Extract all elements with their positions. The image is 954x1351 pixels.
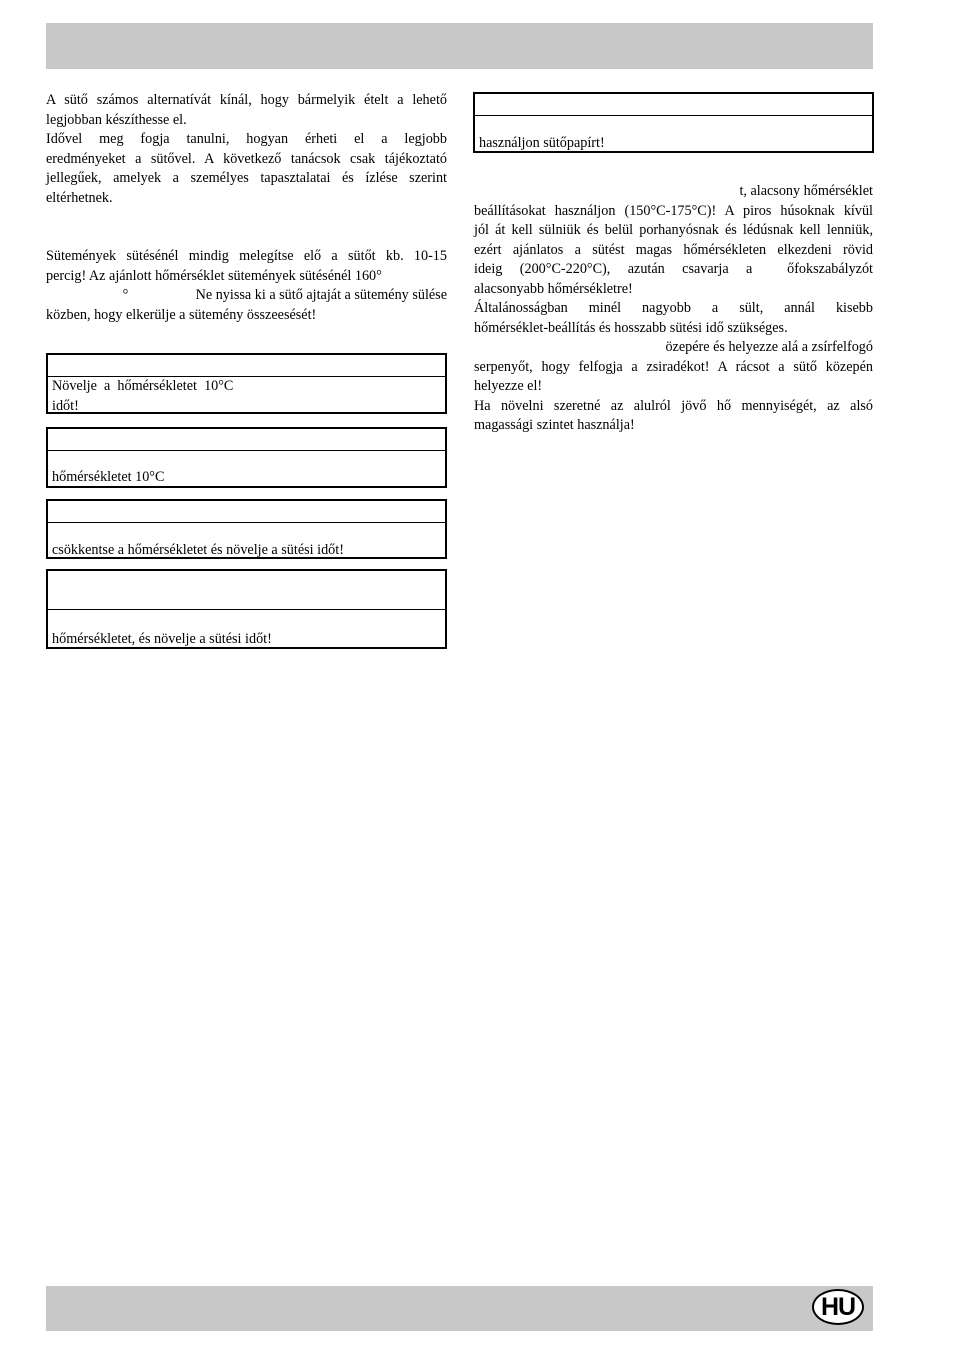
text-line: serpenyőt, hogy felfogja a zsiradékot! A rácsot a sütő közepén [474, 358, 873, 375]
footer-band [46, 1286, 873, 1331]
left-column [46, 91, 447, 325]
tip-box [46, 569, 447, 649]
tip-line: hőmérsékletet, és növelje a sütési időt! [52, 631, 272, 647]
right-column [474, 182, 873, 436]
tip-line: csökkentse a hőmérsékletet és növelje a sütési időt! [52, 542, 344, 558]
tip-box [46, 353, 447, 414]
language-badge: HU [812, 1289, 864, 1325]
text-line: jól át kell sülniük és belül porhanyósnak és lédúsnak kell lenniük, [474, 222, 873, 238]
text-line: ezért ajánlatos a sütést magas hőmérsékleten elkezdeni rövid [474, 241, 873, 258]
text-line: ° Ne nyissa ki a sütő ajtaját a sütemény sülése [104, 287, 447, 303]
tip-box-header [48, 501, 445, 523]
text-line: eredményeket a sütővel. A következő tanácsok csak tájékoztató [46, 150, 447, 167]
text-line: Idővel meg fogja tanulni, hogyan érheti el a legjobb [46, 131, 447, 147]
text-line: magassági szintet használja! [474, 417, 635, 433]
tip-box [473, 92, 874, 153]
header-band [46, 23, 873, 69]
text-line: Általánosságban minél nagyobb a sült, annál kisebb [474, 300, 873, 316]
text-line: Sütemények sütésénél mindig melegítse elő a sütőt kb. 10-15 [46, 248, 447, 264]
text-line: alacsonyabb hőmérsékletre! [474, 280, 633, 297]
tip-box [46, 499, 447, 559]
tip-box-header [48, 355, 445, 377]
text-line: jellegűek, amelyek a személyes tapasztalatai és ízlése szerint [46, 170, 447, 186]
text-line: beállításokat használjon (150°C-175°C)! A piros húsoknak kívül [474, 202, 873, 219]
tip-box-header [475, 94, 872, 116]
text-line: közben, hogy elkerülje a sütemény összeesését! [46, 306, 317, 323]
tip-line: Növelje a hőmérsékletet 10°C [52, 378, 234, 394]
text-line: helyezze el! [474, 378, 543, 394]
text-line: ideig (200°C-220°C), azután csavarja a őfokszabályzót [474, 261, 873, 277]
tip-line: hőmérsékletet 10°C [52, 469, 165, 485]
text-line: özepére és helyezze alá a zsírfelfogó [665, 339, 873, 355]
text-line: t, alacsony hőmérséklet [739, 183, 873, 199]
text-line: hőmérséklet-beállítás és hosszabb sütési idő szükséges. [474, 319, 788, 336]
tip-box-header [48, 571, 445, 610]
tip-box-header [48, 429, 445, 451]
text-line: legjobban készíthesse el. [46, 111, 187, 128]
tip-line: időt! [52, 397, 79, 414]
text-line: percig! Az ajánlott hőmérséklet sütemények sütésénél 160° [46, 267, 382, 284]
text-line: eltérhetnek. [46, 189, 113, 206]
text-line: Ha növelni szeretné az alulról jövő hő mennyiségét, az alsó [474, 397, 873, 414]
tip-line: használjon sütőpapírt! [479, 135, 605, 151]
tip-box [46, 427, 447, 488]
text-line: A sütő számos alternatívát kínál, hogy bármelyik ételt a lehető [46, 92, 447, 108]
